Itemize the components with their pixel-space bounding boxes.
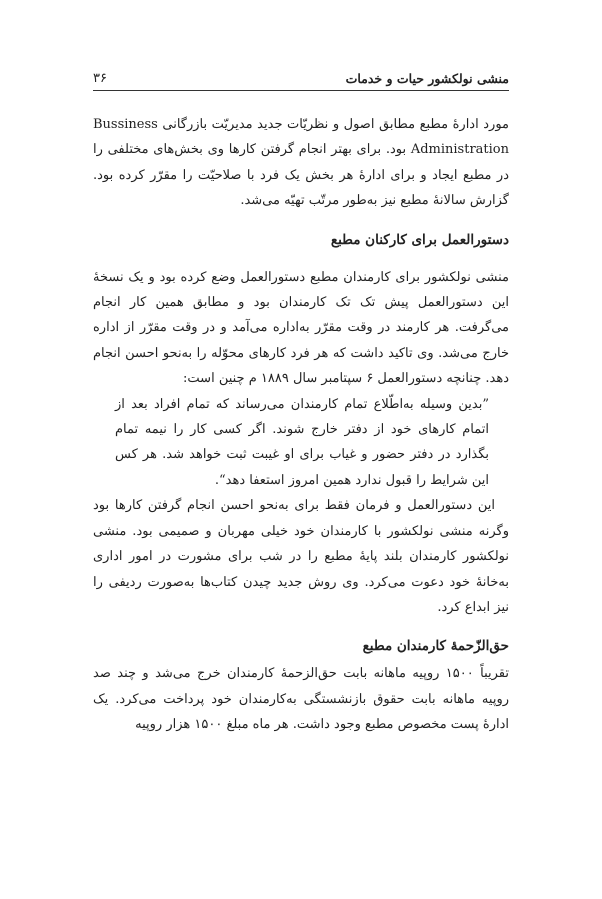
page-body	[93, 112, 509, 738]
paragraph-wages: تقریباً ۱۵۰۰ روپیه ماهانه بابت حق‌الزحمهٔ کارمندان خرج می‌شد و چند صد روپیه ماهانه بابت حقوق بازنشستگی به‌کارمندان خود پرداخت می‌کرد. یک ادارهٔ پست مخصوص مطبع وجود داشت. هر ماه مبلغ ۱۵۰۰ هزار روپیه	[93, 666, 509, 733]
paragraph-instructions: منشی نولکشور برای کارمندان مطبع دستورالعمل وضع کرده بود و یک نسخهٔ این دستورالعمل پیش تک تک کارمندان بود و مطابق همین کار انجام می‌گرفت. هر کارمند در وقت مقرّر به‌اداره می‌آمد و در وقت مقرّر از اداره خارج می‌شد. وی تاکید داشت که هر فرد کارهای محوّله را به‌نحو احسن انجام دهد. چنانچه دستورالعمل ۶ سپتامبر سال ۱۸۸۹ م چنین است:	[93, 269, 509, 387]
quoted-directive: ”بدین وسیله به‌اطّلاع تمام کارمندان می‌رساند که تمام افراد بعد از اتمام کارهای خود از دفتر خارج شوند. اگر کسی کار را نیمه تمام بگذارد در دفتر حضور و غیاب برای او غیبت ثبت خواهد شد. هر کس این شرایط را قبول ندارد همین امروز استعفا دهد“.	[115, 396, 489, 488]
page-header	[93, 60, 509, 86]
paragraph-management	[93, 112, 509, 214]
paragraph-management-end: بود. برای بهتر انجام گرفتن کارها وی بخش‌های مختلفی را در مطبع ایجاد و برای ادارهٔ هر بخش یک فرد با صلاحیّت را مقرّر کرده بود. گزارش سالانهٔ مطبع نیز به‌طور مرتّب تهیّه می‌شد.	[93, 142, 509, 209]
paragraph-management-start: مورد ادارهٔ مطبع مطابق اصول و نظریّات جدید مدیریّت بازرگانی	[162, 117, 509, 132]
running-title: منشی نولکشور حیات و خدمات	[345, 71, 509, 86]
page-number: ۳۶	[93, 71, 107, 86]
paragraph-staff-relations: این دستورالعمل و فرمان فقط برای به‌نحو احسن انجام گرفتن کارها بود وگرنه منشی نولکشور با کارمندان خود خیلی مهربان و صمیمی بود. منشی نولکشور کارمندان بلند پایهٔ مطبع را در شب برای مشورت در امور اداری به‌خانهٔ خود دعوت می‌کرد. وی روش جدید چیدن کتاب‌ها به‌صورت ردیفی را نیز ابداع کرد.	[93, 498, 509, 615]
section-heading-instructions: دستورالعمل برای کارکنان مطبع	[330, 231, 509, 248]
section-heading-wages: حق‌الزّحمهٔ کارمندان مطبع	[362, 638, 509, 655]
latin-term: Bussiness Administration	[93, 117, 509, 158]
header-rule	[93, 90, 509, 91]
